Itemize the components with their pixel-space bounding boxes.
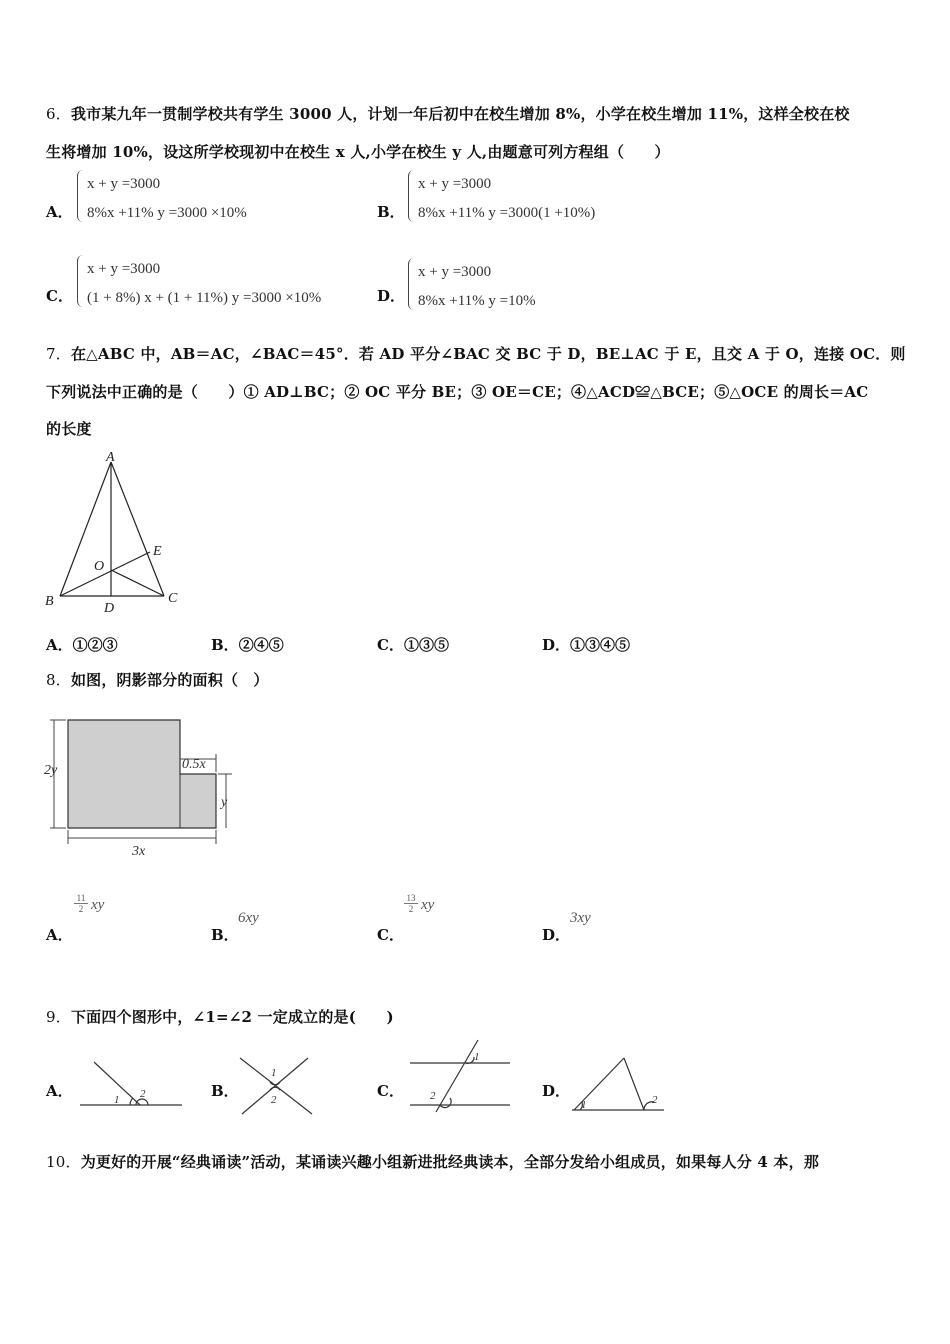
svg-text:1: 1 [581, 1099, 587, 1111]
label-e: E [153, 544, 162, 559]
q7-option-b[interactable]: B．②④⑤ [211, 636, 284, 654]
q8-option-c-var: xy [421, 897, 435, 913]
q8-option-a-label[interactable]: A． [46, 926, 73, 944]
q6-option-b-label[interactable]: B． [377, 203, 405, 221]
q7-line2: 下列说法中正确的是（ ）① AD⊥BC；② OC 平分 BE；③ OE＝CE；④△ACD≌△BCE；⑤△OCE 的周长＝AC [46, 383, 869, 401]
label-d: D [104, 601, 115, 616]
label-b: B [45, 594, 54, 609]
q6-option-a-system: x + y =3000 8%x +11% y =3000 ×10% [87, 170, 247, 228]
svg-text:2: 2 [140, 1088, 146, 1100]
q8-option-d-label[interactable]: D． [542, 926, 571, 944]
q9-option-b-label[interactable]: B． [211, 1082, 239, 1100]
q7-option-c[interactable]: C．①③⑤ [377, 636, 449, 654]
q7-triangle-figure [40, 448, 190, 618]
segment-be [60, 552, 150, 596]
q9-line1: 9．下面四个图形中，∠1=∠2 一定成立的是( ) [46, 1008, 394, 1026]
q6-option-d-system: x + y =3000 8%x +11% y =10% [418, 258, 536, 316]
q6-option-c-label[interactable]: C． [46, 287, 73, 305]
q8-option-d-expr: 3xy [570, 910, 591, 926]
q8-line1: 8．如图，阴影部分的面积（ ） [46, 671, 269, 689]
side-ac [111, 462, 164, 596]
brace-icon [77, 255, 86, 307]
dim-left-label: 2y [44, 763, 58, 778]
q8-option-c-label[interactable]: C． [377, 926, 404, 944]
q9-option-d-label[interactable]: D． [542, 1082, 571, 1100]
q6-line1: 6．我市某九年一贯制学校共有学生 3000 人，计划一年后初中在校生增加 8%，小学在校生增加 11%，这样全校在校 [46, 105, 850, 123]
q8-option-a-var: xy [91, 897, 105, 913]
q8-option-b-expr: 6xy [238, 910, 259, 926]
brace-icon [408, 170, 417, 222]
svg-text:2: 2 [652, 1094, 658, 1106]
dim-right-label: y [221, 795, 228, 810]
q8-option-b-label[interactable]: B． [211, 926, 239, 944]
svg-text:1: 1 [271, 1067, 277, 1079]
label-o: O [94, 559, 105, 574]
q8-option-c-fraction: $\frac{13}{2}$ [404, 893, 418, 914]
label-a: A [106, 450, 115, 465]
q6-line2: 生将增加 10%，设这所学校现初中在校生 x 人,小学在校生 y 人,由题意可列方程组（ ） [46, 143, 670, 161]
q9-figure-b [236, 1054, 316, 1118]
q6-option-b-system: x + y =3000 8%x +11% y =3000(1 +10%) [418, 170, 595, 228]
q10-line1: 10．为更好的开展“经典诵读”活动，某诵读兴趣小组新进批经典读本，全部分发给小组成员，如果每人分 4 本，那 [46, 1153, 820, 1171]
q6-option-a-label[interactable]: A． [46, 203, 73, 221]
q9-option-a-label[interactable]: A． [46, 1082, 73, 1100]
q7-option-a[interactable]: A．①②③ [46, 636, 118, 654]
q6-option-c-system: x + y =3000 (1 + 8%) x + (1 + 11%) y =3000 ×10% [87, 255, 321, 313]
label-c: C [168, 591, 178, 606]
dim-bottom-label: 3x [132, 844, 146, 859]
q7-line1: 7．在△ABC 中，AB＝AC，∠BAC＝45°．若 AD 平分∠BAC 交 BC 于 D，BE⊥AC 于 E，且交 A 于 O，连接 OC．则 [46, 345, 906, 363]
q9-option-c-label[interactable]: C． [377, 1082, 404, 1100]
side-ab [60, 462, 111, 596]
segment-oc [111, 570, 164, 596]
q8-shaded-figure [40, 710, 250, 860]
brace-icon [408, 258, 417, 310]
q9-figure-a [76, 1056, 186, 1112]
svg-text:1: 1 [114, 1094, 120, 1106]
q9-figure-d [568, 1052, 668, 1114]
q7-line3: 的长度 [46, 420, 92, 438]
dim-step-label: 0.5x [182, 757, 206, 772]
svg-text:2: 2 [430, 1090, 436, 1102]
q6-option-d-label[interactable]: D． [377, 287, 406, 305]
q7-option-d[interactable]: D．①③④⑤ [542, 636, 631, 654]
q9-figure-c [406, 1036, 516, 1114]
svg-text:2: 2 [271, 1094, 277, 1106]
svg-text:1: 1 [474, 1051, 480, 1063]
brace-icon [77, 170, 86, 222]
shaded-region [68, 720, 216, 828]
q8-option-a-fraction: $\frac{11}{2}$ [74, 893, 88, 914]
